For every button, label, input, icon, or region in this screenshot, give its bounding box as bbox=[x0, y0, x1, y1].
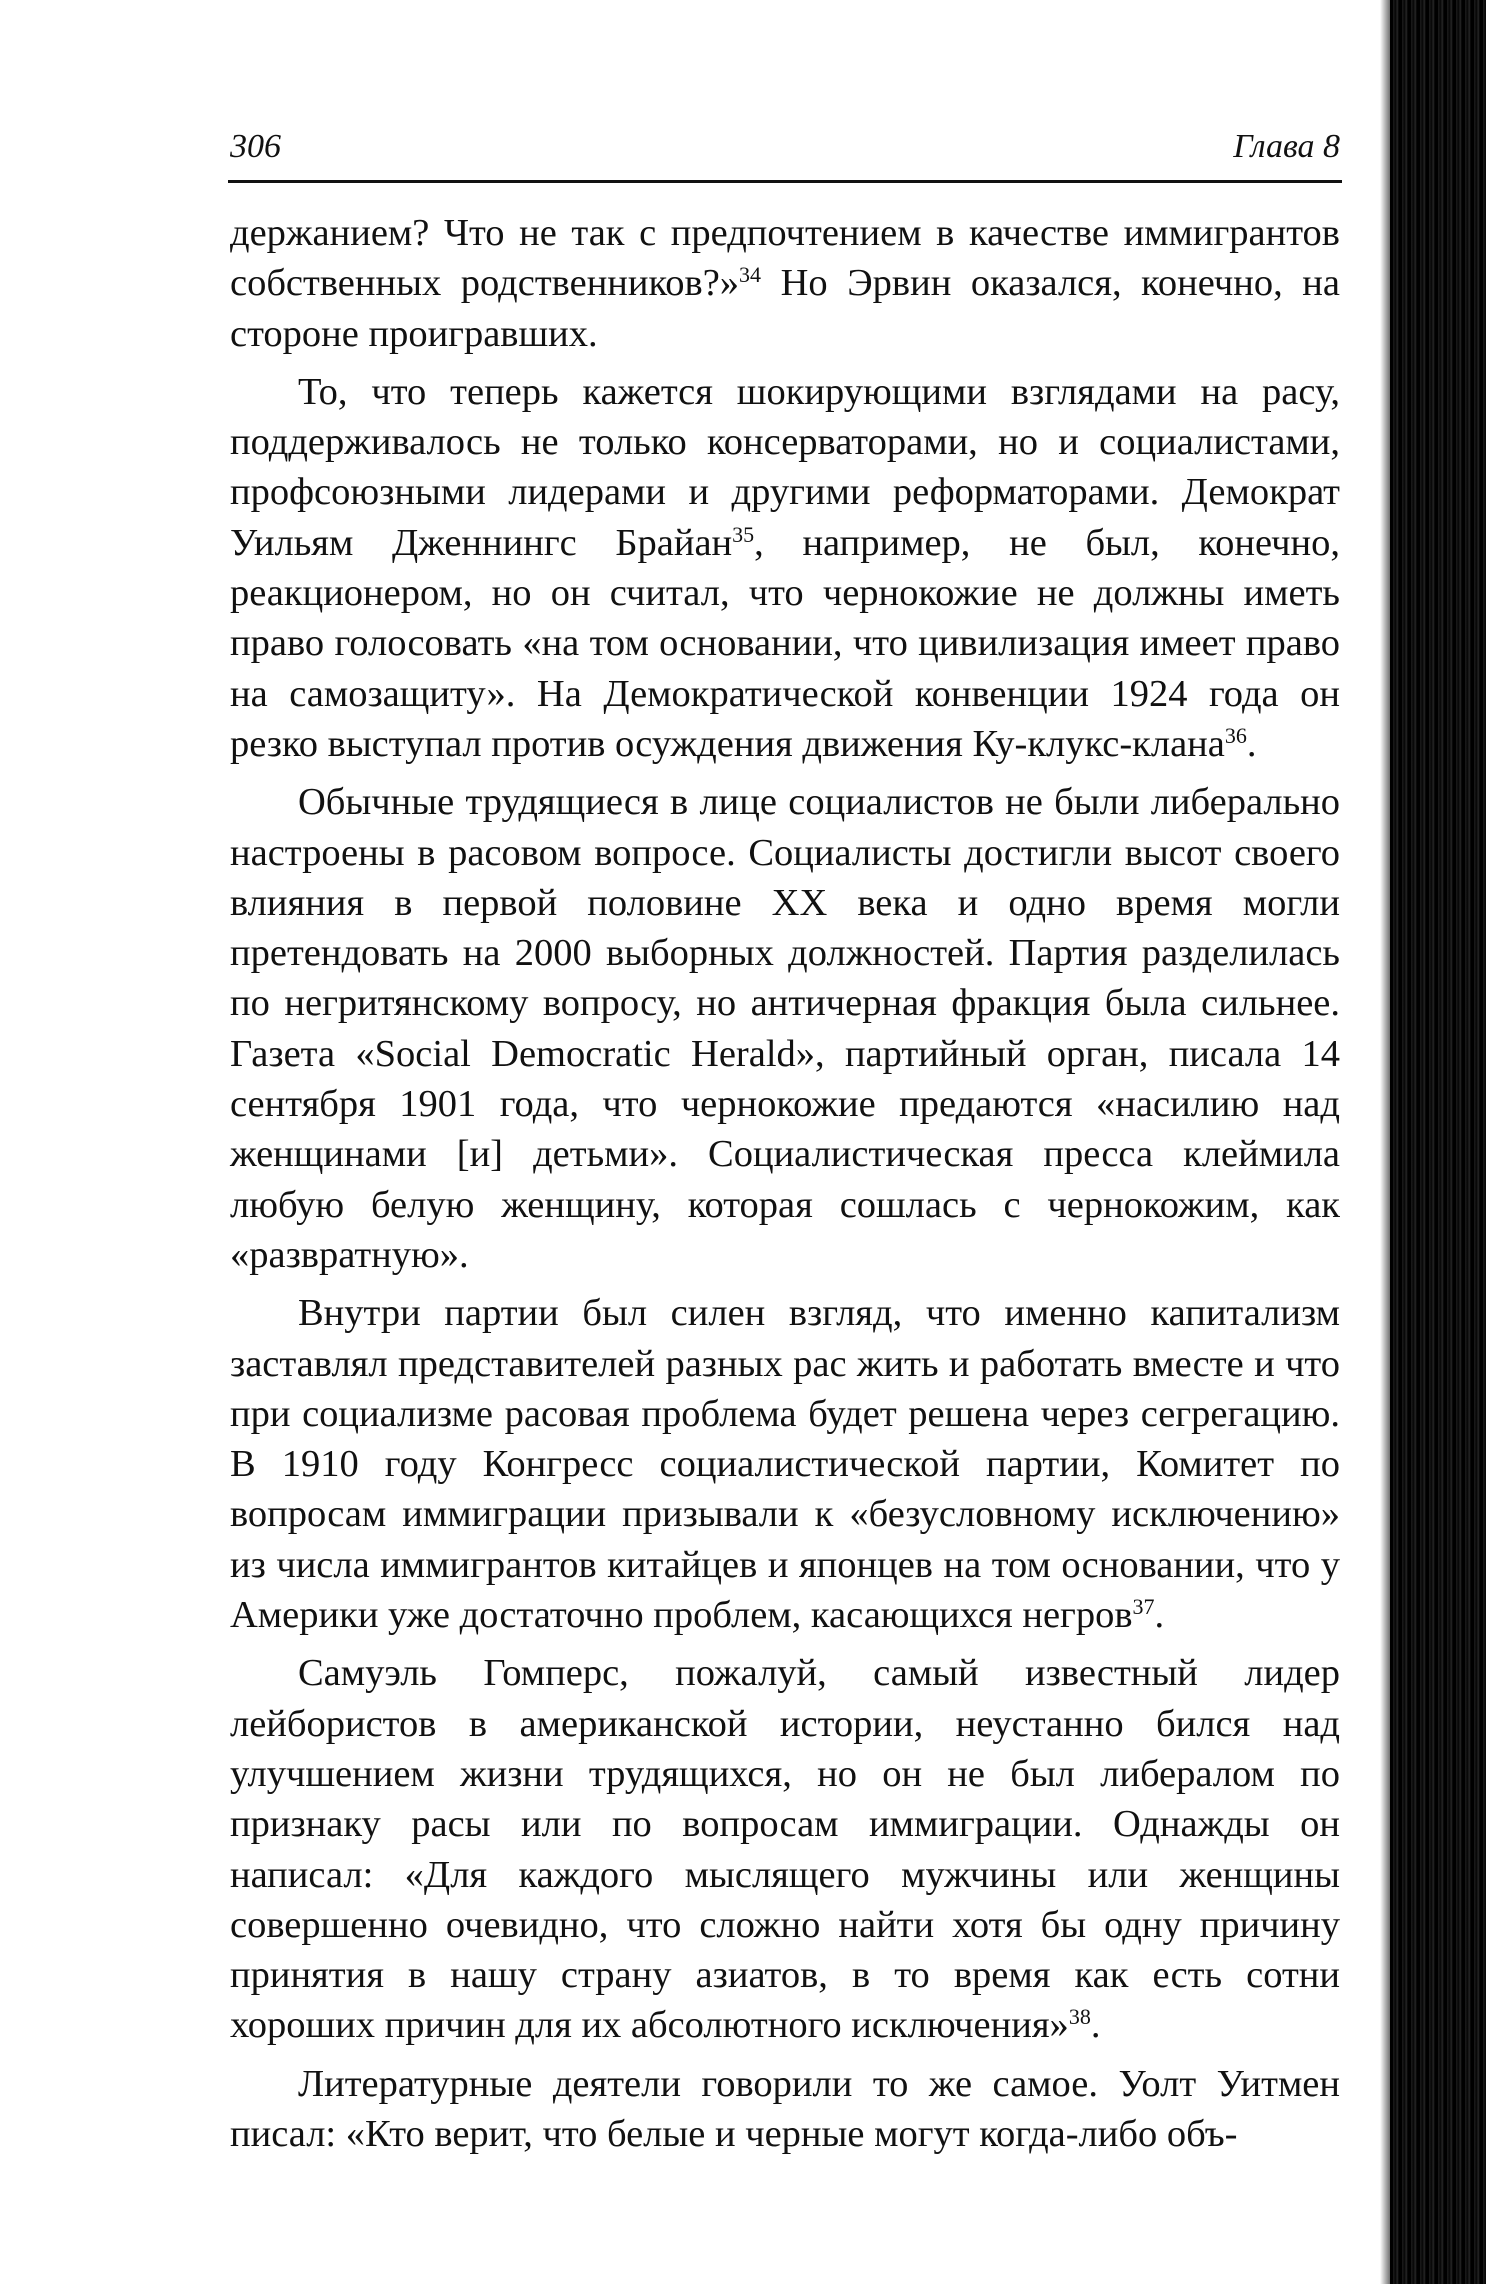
text-run: Самуэль Гомперс, пожалуй, самый известный лидер лейбористов в американской истории, неустанно бился над улучшением жизни трудящихся, но он не был либералом по признаку расы или по вопросам иммиграции. Однажды он написал: «Для каждого мыслящего мужчины или женщины совершенно очевидно, что сложно найти хотя бы одну причину принятия в нашу страну азиатов, в то время как есть сотни хороших причин для их абсолютного исключения» bbox=[230, 1652, 1340, 2047]
chapter-title: Глава 8 bbox=[1233, 128, 1340, 165]
text-run: Литературные деятели говорили то же самое. Уолт Уитмен писал: «Кто верит, что белые и черные могут когда-либо объ- bbox=[230, 2062, 1340, 2155]
text-run: Но Эрвин оказался, конечно, на стороне проигравших. bbox=[230, 262, 1340, 355]
running-head bbox=[230, 128, 1340, 174]
paragraph bbox=[230, 1288, 1340, 1640]
text-run: Внутри партии был силен взгляд, что именно капитализм заставлял представителей разных рас жить и работать вместе и что при социализме расовая проблема будет решена через сегрегацию. В 1910 году Конгресс социалистической партии, Комитет по вопросам иммиграции призывали к «безусловному исключению» из числа иммигрантов китайцев и японцев на том основании, что у Америки уже достаточно проблем, касающихся негров bbox=[230, 1292, 1340, 1637]
footnote-ref[interactable]: 37 bbox=[1132, 1593, 1155, 1619]
text-run: . bbox=[1154, 1594, 1165, 1637]
footnote-ref[interactable]: 35 bbox=[732, 521, 755, 547]
footnote-ref[interactable]: 38 bbox=[1068, 2004, 1091, 2030]
paragraph bbox=[230, 367, 1340, 769]
page-edge-gradient bbox=[1380, 0, 1390, 2284]
paragraph bbox=[230, 777, 1340, 1280]
paragraph bbox=[230, 2059, 1340, 2160]
text-run: держанием? Что не так с предпочтением в качестве иммигрантов собственных родственников?» bbox=[230, 212, 1340, 305]
body-text bbox=[230, 208, 1340, 2159]
scan-edge-shadow bbox=[1390, 0, 1486, 2284]
paragraph-continuation bbox=[230, 208, 1340, 359]
text-run: То, что теперь кажется шокирующими взглядами на расу, поддерживалось не только консерваторами, но и социалистами, профсоюзными лидерами и другими реформаторами. Демократ Уильям Дженнингс Брайан bbox=[230, 370, 1340, 564]
header-rule bbox=[228, 180, 1342, 183]
footnote-ref[interactable]: 34 bbox=[739, 262, 762, 288]
text-run: . bbox=[1090, 2004, 1101, 2047]
text-run: . bbox=[1246, 722, 1257, 765]
text-run: Обычные трудящиеся в лице социалистов не были либерально настроены в расовом вопросе. Социалисты достигли высот своего влияния в первой половине XX века и одно время могли претендовать на 2000 выборных должностей. Партия разделилась по негритянскому вопросу, но античерная фракция была сильнее. Газета «Social Democratic Herald», партийный орган, писала 14 сентября 1901 года, что чернокожие предаются «насилию над женщинами [и] детьми». Социалистическая пресса клеймила любую белую женщину, которая сошлась с чернокожим, как «развратную». bbox=[230, 781, 1340, 1276]
text-run: , например, не был, конечно, реакционером, но он считал, что чернокожие не должны иметь право голосовать «на том основании, что цивилизация имеет право на самозащиту». На Демократической конвенции 1924 года он резко выступал против осуждения движения Ку-клукс-клана bbox=[230, 521, 1340, 765]
page-number: 306 bbox=[230, 128, 281, 165]
footnote-ref[interactable]: 36 bbox=[1224, 722, 1247, 748]
paragraph bbox=[230, 1648, 1340, 2050]
